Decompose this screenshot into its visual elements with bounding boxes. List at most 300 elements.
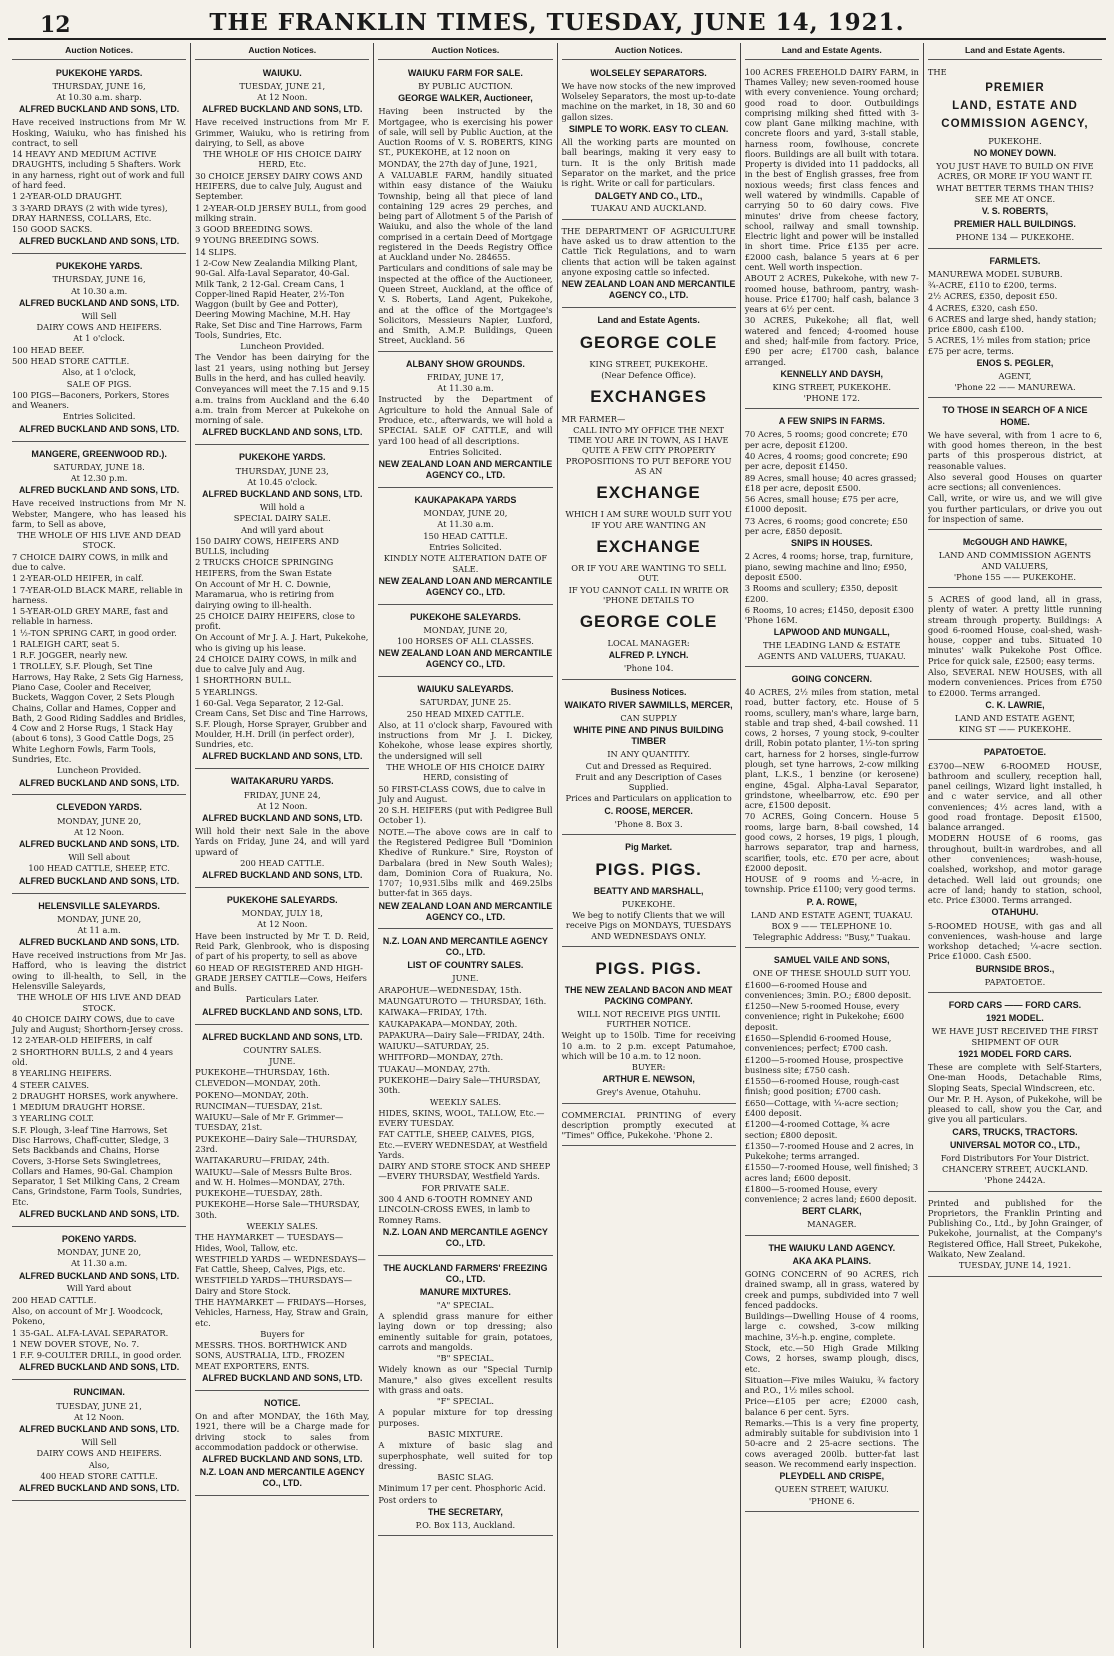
ad-text: 5 ACRES of good land, all in grass, plenty of water. A pretty little running stream through property. Buildings: A good 6-roomed House, coal-shed, wash-house, copper and tubs. Situated 10 minutes' walk Pukekohe Post Office. Price for quick sale, £2500; easy terms. xyxy=(927,594,1103,666)
advertiser-name: C. K. LAWRIE, xyxy=(985,699,1045,710)
ad-text: 4 STEER CALVES. xyxy=(12,1079,90,1090)
ad-text: FRIDAY, JUNE 24, xyxy=(243,789,321,800)
ad-text: 100 HEAD BEEF. xyxy=(12,344,85,355)
ad-text: On Account of Mr J. A. J. Hart, Pukekohe, who is giving up his lease. xyxy=(195,632,369,653)
ad-text: 'Phone 155 —— PUKEKOHE. xyxy=(953,571,1077,582)
ad-text: 2½ ACRES, £350, deposit £50. xyxy=(927,291,1058,302)
ad-text: CALL INTO MY OFFICE THE NEXT TIME YOU ARE IN TOWN, AS I HAVE QUITE A FEW CITY PROPERTY PROPOSITIONS TO PUT BEFORE YOU AS AN xyxy=(565,424,732,476)
advertisement-block xyxy=(562,223,736,308)
ad-heading: PIGS. PIGS. xyxy=(595,859,702,879)
advertiser-name: SAMUEL VAILE AND SONS, xyxy=(773,955,890,966)
ad-text: TUESDAY, JUNE 21, xyxy=(239,80,326,91)
advertisement-block xyxy=(12,257,186,441)
ad-text: Particulars Later. xyxy=(245,994,319,1005)
ad-text: Entries Solicited. xyxy=(429,446,502,457)
ad-text: BASIC MIXTURE. xyxy=(427,1429,504,1440)
ad-text: LAND AND COMMISSION AGENTS AND VALUERS, xyxy=(938,550,1092,571)
column-2 xyxy=(191,43,374,1648)
ad-text: £1550—7-roomed House, well finished; 3 acres land; £600 deposit. xyxy=(744,1162,919,1183)
ad-text: Cut and Dressed as Required. xyxy=(585,760,712,771)
ad-text: 'PHONE 172. xyxy=(803,393,860,403)
ad-text: Weight up to 150lb. Time for receiving 10 a.m. to 2 p.m. except Patumahoe, which will be 10 a.m. to 12 noon. xyxy=(561,1030,736,1061)
column-1 xyxy=(8,43,191,1648)
ad-text: At 10.30 a.m. xyxy=(70,285,128,296)
ad-text: THE HAYMARKET — FRIDAYS—Horses, Vehicles, Harness, Hay, Straw and Grain, etc. xyxy=(195,1296,369,1328)
ad-text: Post orders to xyxy=(378,1494,438,1505)
ad-text: 1 R.F. JOGGER, nearly new. xyxy=(12,650,128,661)
ad-heading: GEORGE COLE xyxy=(579,332,718,352)
ad-text: PAPATOETOE. xyxy=(984,976,1046,987)
advertisement-block xyxy=(928,64,1102,249)
ad-text: MONDAY, JUNE 20, xyxy=(57,913,142,924)
ad-text: 150 DAIRY COWS, HEIFERS AND BULLS, including xyxy=(195,535,339,557)
ad-heading: NO MONEY DOWN. xyxy=(973,147,1057,158)
advertiser-name: ALFRED BUCKLAND AND SONS, LTD. xyxy=(18,1270,180,1281)
ad-text: TUAKAU AND AUCKLAND. xyxy=(590,203,707,214)
ad-text: WHAT BETTER TERMS THAN THIS? xyxy=(936,182,1094,193)
ad-heading: KAUKAPAKAPA YARDS xyxy=(414,494,517,505)
ad-text: THE WHOLE OF HIS LIVE AND DEAD STOCK. xyxy=(17,530,181,551)
ad-text: Grey's Avenue, Otahuhu. xyxy=(596,1087,701,1098)
advertisement-block xyxy=(562,64,736,220)
advertiser-name: THE SECRETARY, xyxy=(428,1507,503,1517)
ad-heading: MANURE MIXTURES. xyxy=(419,1286,511,1297)
ad-text: 'Phone 104. xyxy=(623,663,674,674)
advertiser-name: NEW ZEALAND LOAN AND MERCANTILE AGENCY CO., LTD. xyxy=(378,648,553,670)
ad-text: £1200—5-roomed House, prospective business site; £750 cash. xyxy=(744,1054,904,1075)
ad-text: 60 HEAD OF REGISTERED AND HIGH-GRADE JERSEY CATTLE—Cows, Heifers and Bulls. xyxy=(195,962,367,994)
ad-text: 2 TRUCKS CHOICE SPRINGING HEIFERS, from the Swan Estate xyxy=(195,557,334,578)
ad-text: MESSRS. THOS. BORTHWICK AND SONS, AUSTRALIA, LTD., FROZEN MEAT EXPORTERS, ENTS. xyxy=(195,1340,347,1371)
advertiser-name: THE NEW ZEALAND BACON AND MEAT PACKING COMPANY. xyxy=(564,984,733,1006)
ad-heading: SNIPS IN HOUSES. xyxy=(791,538,873,549)
ad-heading: EXCHANGE xyxy=(596,536,701,556)
advertiser-name: C. ROOSE, MERCER. xyxy=(604,805,693,816)
ad-text: 40 Acres, 4 rooms; good concrete; £90 per acre, deposit £1450. xyxy=(744,451,908,472)
ad-heading: HELENSVILLE SALEYARDS. xyxy=(38,900,160,911)
ad-text: Luncheon Provided. xyxy=(57,765,142,776)
ad-text: POKENO—MONDAY, 20th. xyxy=(195,1089,309,1100)
ad-text: MAUNGATUROTO — THURSDAY, 16th. xyxy=(378,995,547,1006)
ad-text: 100 HEAD CATTLE, SHEEP, ETC. xyxy=(28,863,170,874)
ad-text: And will yard about xyxy=(241,524,324,535)
ad-heading: WAIUKU SALEYARDS. xyxy=(417,684,514,695)
advertisement-block xyxy=(745,951,919,1235)
advertiser-name: ALFRED BUCKLAND AND SONS, LTD. xyxy=(18,423,180,434)
ad-text: Luncheon Provided. xyxy=(240,341,325,352)
advertiser-name: PLEYDELL AND CRISPE, xyxy=(779,1471,885,1482)
ad-text: THURSDAY, JUNE 23, xyxy=(235,465,329,476)
advertiser-name: BERT CLARK, xyxy=(801,1206,862,1217)
ad-heading: PIGS. PIGS. xyxy=(595,958,702,978)
ad-text: At 12 Noon. xyxy=(257,919,308,930)
ad-heading: WAITAKARURU YARDS. xyxy=(230,776,334,787)
ad-text: Our Mr. P. H. Ayson, of Pukekohe, will be pleased to call, show you the Car, and give you all particulars. xyxy=(927,1093,1103,1125)
ad-text: 300 4 AND 6-TOOTH ROMNEY AND LINCOLN-CROSS EWES, in lamb to Romney Rams. xyxy=(378,1194,533,1225)
ad-heading: ALBANY SHOW GROUNDS. xyxy=(406,358,525,369)
ad-text: 1 60-Gal. Vega Separator, 2 12-Gal. Cream Cans, Set Disc and Tine Harrows, S.F. Plough, Horse Sprayer, Grubber and Moulder, H.H. Drill (in perfect order), Sundries, etc. xyxy=(195,698,368,750)
ad-text: AGENT, xyxy=(998,370,1032,381)
newspaper-title: THE FRANKLIN TIMES, TUESDAY, JUNE 14, 1921. xyxy=(209,8,905,36)
ad-text: WHITFORD—MONDAY, 27th. xyxy=(378,1052,504,1063)
ad-text: KAUKAPAKAPA—MONDAY, 20th. xyxy=(378,1018,518,1029)
advertisement-block xyxy=(12,64,186,255)
ad-text: Have received instructions from Mr W. Hosking, Waiuku, who has finished his contract, to sell xyxy=(12,117,187,148)
ad-text: Will Sell xyxy=(81,1436,117,1447)
ad-heading: PUKEKOHE YARDS. xyxy=(238,452,326,463)
ad-heading: PUKEKOHE SALEYARDS. xyxy=(226,895,338,905)
ad-text: PUKEKOHE. xyxy=(621,898,676,909)
ad-text: "F" SPECIAL. xyxy=(436,1396,494,1407)
ad-text: PUKEKOHE—Horse Sale—THURSDAY, 30th. xyxy=(195,1199,360,1220)
ad-text: At 11.30 a.m. xyxy=(437,383,494,394)
ad-text: £1350—7-roomed House and 2 acres, in Pukekohe; terms arranged. xyxy=(744,1140,914,1162)
ad-text: FOR PRIVATE SALE. xyxy=(421,1182,510,1193)
ad-text: At 11 a.m. xyxy=(77,925,121,935)
ad-text: NOTE.—The above cows are in calf to the Registered Pedigree Bull "Dominion Khedive of Runkure." Sire, Royston of Darbalara (bred in New South Wales); dam, Dominion Cora of Ruakura, No. 1707; 10,931.5lbs milk and 469.25lbs butter-fat in 365 days. xyxy=(378,826,553,899)
ad-text: 73 Acres, 6 rooms; good concrete; £50 per acre, £850 deposit. xyxy=(744,515,908,536)
ad-text: TUESDAY, JUNE 14, 1921. xyxy=(958,1260,1071,1271)
ad-text: Have received instructions from Mr Jas. Hafford, who is leaving the district owing to ill-health, to Sell, in the Helensville Saleyards, xyxy=(12,950,187,992)
ad-text: SALE OF PIGS. xyxy=(66,378,132,389)
ad-text: WHICH I AM SURE WOULD SUIT YOU IF YOU ARE WANTING AN xyxy=(565,509,732,530)
ad-text: 1 SHORTHORN BULL. xyxy=(195,675,292,686)
advertisement-block xyxy=(378,1259,552,1537)
advertiser-name: ALFRED BUCKLAND AND SONS, LTD. xyxy=(202,1454,363,1465)
ad-heading: CLEVEDON YARDS. xyxy=(56,802,142,813)
ad-text: At 12 Noon. xyxy=(73,1411,125,1422)
ad-text: 150 GOOD SACKS. xyxy=(12,224,93,235)
ad-text: QUEEN STREET, WAIUKU. xyxy=(774,1484,889,1495)
ad-text: WEEKLY SALES. xyxy=(429,1096,502,1107)
ad-heading: WAIKATO RIVER SAWMILLS, MERCER, xyxy=(564,699,733,710)
ad-heading: WAIUKU. xyxy=(262,67,302,78)
ad-text: Will Yard about xyxy=(66,1283,132,1294)
advertisement-block xyxy=(562,838,736,947)
ad-heading: THE WAIUKU LAND AGENCY. xyxy=(768,1242,896,1253)
ad-text: Buildings—Dwelling House of 4 rooms, large c. cowshed, 3-cow milking machine, 3½-h.p. engine, complete. xyxy=(744,1311,919,1342)
advertiser-name: V. S. ROBERTS, xyxy=(981,206,1049,217)
ad-text: SATURDAY, JUNE 18. xyxy=(53,461,145,472)
advertisement-block xyxy=(195,772,369,888)
ad-text: BUYER: xyxy=(631,1062,666,1073)
ad-text: Also, xyxy=(88,1459,110,1470)
advertisement-block xyxy=(12,897,186,1227)
ad-text: 1 2-YEAR-OLD HEIFER, in calf. xyxy=(12,573,144,584)
advertisement-block xyxy=(928,401,1102,530)
column-container xyxy=(8,43,1106,1648)
ad-text: A VALUABLE FARM, handily situated within easy distance of the Waiuku Township, being all that piece of land containing 129 acres 29 perches, and being part of Allotment 5 of the Parish of Waiuku, and also the whole of the land comprised in a certain Deed of Mortgage registered in the Deeds Registry Office at Auckland under No. 284655. xyxy=(378,169,553,263)
advertisement-block xyxy=(928,1195,1102,1277)
column-5 xyxy=(741,43,924,1648)
ad-text: 1 ½-TON SPRING CART, in good order. xyxy=(12,627,177,638)
advertisement-block xyxy=(378,680,552,929)
advertisement-block xyxy=(928,252,1102,399)
ad-text: 3 YEARLING COLT. xyxy=(12,1113,94,1124)
ad-text: 24 CHOICE DAIRY COWS, in milk and due to calve July and Aug. xyxy=(195,653,357,675)
ad-text: KING STREET, PUKEKOHE. xyxy=(772,381,892,392)
ad-text: Will hold their next Sale in the above Yards on Friday, June 24, and will yard upward of xyxy=(195,825,370,857)
ad-text: 1 RALEIGH CART, seat 5. xyxy=(12,638,120,649)
ad-text: Widely known as our "Special Turnip Manure," also gives excellent results with grass and oats. xyxy=(378,1364,553,1395)
ad-text: SPECIAL DAIRY SALE. xyxy=(233,513,331,524)
advertisement-block xyxy=(928,996,1102,1192)
advertisement-block xyxy=(378,608,552,678)
advertisement-block xyxy=(378,64,552,352)
ad-text: "B" SPECIAL. xyxy=(436,1353,495,1364)
ad-text: 150 HEAD CATTLE. xyxy=(423,530,508,541)
ad-text: PUKEKOHE. xyxy=(988,135,1042,146)
advertisement-block xyxy=(562,683,736,835)
ad-heading: WOLSELEY SEPARATORS. xyxy=(590,67,707,78)
ad-text: Entries Solicited. xyxy=(429,541,502,552)
column-3 xyxy=(374,43,557,1648)
ad-text: DAIRY AND STORE STOCK AND SHEEP—EVERY THURSDAY, Westfield Yards. xyxy=(378,1161,551,1182)
ad-text: MONDAY, JUNE 20, xyxy=(57,1247,142,1257)
ad-text: On and after MONDAY, the 16th May, 1921, there will be a Charge made for driving stock to sales from accommodation paddock or otherwise. xyxy=(195,1411,370,1452)
ad-text: 1 2-YEAR-OLD DRAUGHT. xyxy=(12,191,122,202)
advertisement-block xyxy=(928,591,1102,740)
advertisement-block xyxy=(195,1394,369,1496)
ad-text: PUKEKOHE—Dairy Sale—THURSDAY, 23rd. xyxy=(195,1133,358,1155)
advertisement-block xyxy=(745,670,919,949)
ad-text: At 12 Noon. xyxy=(73,826,125,837)
ad-text: FRIDAY, JUNE 17, xyxy=(427,371,504,382)
ad-heading: PUKEKOHE YARDS. xyxy=(55,261,143,272)
ad-text: GOING CONCERN of 90 ACRES, rich drained swamp, all in grass, watered by creek and pumps, subdivided into 7 well fenced paddocks. xyxy=(744,1268,919,1310)
advertisement-block xyxy=(928,533,1102,588)
ad-text: COMMERCIAL PRINTING of every description promptly executed at "Times" Office, Pukekohe. 'Phone 2. xyxy=(561,1109,736,1141)
ad-text: We have several, with from 1 acre to 6, with good homes thereon, in the best parts of this prosperous district, at reasonable values. xyxy=(927,429,1103,471)
ad-text: IN ANY QUANTITY. xyxy=(607,749,690,760)
ad-text: Also, at 11 o'clock sharp, Favoured with instructions from Mr J. I. Dickey, Kohekohe, whose lease expires shortly, the undersigned will sell xyxy=(378,719,553,761)
ad-text: MONDAY, JUNE 20, xyxy=(57,815,142,826)
ad-text: DAIRY COWS AND HEIFERS. xyxy=(36,322,162,333)
ad-text: 6 Rooms, 10 acres; £1450, deposit £300 'Phone 16M. xyxy=(744,604,914,626)
ad-text: ABOUT 2 ACRES, Pukekohe, with new 7-roomed house, bathroom, pantry, wash-house. Price £1700; half cash, balance 3 years at 6½ per cent. xyxy=(744,273,919,315)
ad-heading: PAPATOETOE. xyxy=(983,747,1047,758)
ad-text: 2 SHORTHORN BULLS, 2 and 4 years old. xyxy=(12,1046,174,1067)
ad-text: THURSDAY, JUNE 16, xyxy=(52,80,146,91)
ad-text: IF YOU CANNOT CALL IN WRITE OR 'PHONE DETAILS TO xyxy=(568,584,729,605)
advertiser-name: N.Z. LOAN AND MERCANTILE AGENCY CO., LTD. xyxy=(382,1226,548,1248)
ad-text: WAITAKARURU—FRIDAY, 24th. xyxy=(195,1155,330,1166)
ad-text: WAIUKU—Sale of Messrs Bulte Bros. and W. H. Holmes—MONDAY, 27th. xyxy=(195,1166,352,1187)
ad-text: £1200—4-roomed Cottage, ¾ acre section; £800 deposit. xyxy=(744,1119,890,1140)
ad-text: PAPAKURA—Dairy Sale—FRIDAY, 24th. xyxy=(378,1029,545,1040)
ad-text: PUKEKOHE—Dairy Sale—THURSDAY, 30th. xyxy=(378,1074,541,1096)
advertisement-block xyxy=(562,950,736,1104)
ad-text: WAIUKU—Sale of Mr F. Grimmer—TUESDAY, 21st. xyxy=(195,1112,344,1133)
advertiser-name: NEW ZEALAND LOAN AND MERCANTILE AGENCY CO., LTD. xyxy=(378,575,553,597)
ad-text: Will Sell xyxy=(81,310,117,321)
ad-text: Also, on account of Mr J. Woodcock, Pokeno, xyxy=(12,1306,164,1327)
advertiser-name: ALFRED BUCKLAND AND SONS, LTD. xyxy=(18,298,180,308)
ad-text: The Vendor has been dairying for the last 21 years, using nothing but Jersey Bulls in the herd, and has culled heavily. xyxy=(195,352,370,384)
ad-text: 'Phone 2442A. xyxy=(984,1175,1046,1186)
ad-text: LAND AND ESTATE AGENT, xyxy=(954,712,1075,723)
advertiser-name: ALFRED BUCKLAND AND SONS, LTD. xyxy=(18,485,180,496)
ad-text: P.O. Box 113, Auckland. xyxy=(415,1519,516,1530)
advertiser-name: ALFRED BUCKLAND AND SONS, LTD. xyxy=(18,104,180,115)
ad-text: HIDES, SKINS, WOOL, TALLOW, Etc.—EVERY TUESDAY. xyxy=(378,1107,545,1129)
ad-text: At 12 Noon. xyxy=(257,800,308,811)
ad-heading: TO THOSE IN SEARCH OF A NICE HOME. xyxy=(942,405,1088,427)
advertiser-name: ALFRED BUCKLAND AND SONS, LTD. xyxy=(18,839,180,850)
ad-heading: WHITE PINE AND PINUS BUILDING TIMBER xyxy=(573,724,724,747)
ad-heading: A FEW SNIPS IN FARMS. xyxy=(778,416,885,427)
ad-text: JUNE. xyxy=(452,973,479,984)
ad-text: MONDAY, JUNE 20, xyxy=(423,508,508,519)
advertiser-name: Land and Estate Agents. xyxy=(597,314,700,325)
ad-text: 5 ACRES, 1½ miles from station; price £75 per acre, terms. xyxy=(927,335,1091,356)
advertiser-name: THE AUCKLAND FARMERS' FREEZING CO., LTD. xyxy=(383,1262,548,1284)
ad-text: MANUREWA MODEL SUBURB. xyxy=(927,268,1063,279)
advertiser-name: ALFRED BUCKLAND AND SONS, LTD. xyxy=(18,777,180,788)
ad-text: THE DEPARTMENT OF AGRICULTURE have asked us to draw attention to the Cattle Tick Regulations, and to warn clients that action will be taken against anyone exposing cattle so infected. xyxy=(561,225,736,277)
advertisement-block xyxy=(12,798,186,893)
ad-heading: RUNCIMAN. xyxy=(73,1387,125,1398)
ad-heading: LAND, ESTATE AND xyxy=(952,100,1078,113)
ad-text: WEEKLY SALES. xyxy=(246,1221,318,1231)
ad-text: CAN SUPPLY xyxy=(620,712,677,723)
advertiser-name: ALFRED BUCKLAND AND SONS, LTD. xyxy=(18,1362,180,1373)
advertisement-block xyxy=(12,1230,186,1381)
advertisement-block xyxy=(12,445,186,796)
advertiser-name: ALFRED BUCKLAND AND SONS, LTD. xyxy=(202,104,363,115)
advertiser-name: Pig Market. xyxy=(625,841,673,852)
ad-text: MONDAY, JUNE 20, xyxy=(423,624,508,635)
ad-text: MR FARMER— xyxy=(561,413,626,424)
advertiser-name: ALFRED BUCKLAND AND SONS, LTD. xyxy=(202,489,363,500)
ad-text: WESTFIELD YARDS — WEDNESDAYS—Fat Cattle, Sheep, Calves, Pigs, etc. xyxy=(195,1253,366,1275)
advertiser-name: ALFRED BUCKLAND AND SONS, LTD. xyxy=(18,875,180,886)
ad-text: £3700—NEW 6-ROOMED HOUSE, bathroom and scullery, reception hall, panel ceilings, Wizard light installed, h and c water service, and all other conveniences; 4½ acres land, with a good road frontage. Deposit £1500, balance arranged. xyxy=(927,760,1103,833)
advertiser-name: BEATTY AND MARSHALL, xyxy=(593,885,704,896)
ad-text: Entries Solicited. xyxy=(62,411,136,422)
ad-text: Will hold a xyxy=(259,501,305,512)
advertiser-name: BURNSIDE BROS., xyxy=(975,963,1055,974)
ad-text: 14 HEAVY AND MEDIUM ACTIVE DRAUGHTS, including 5 Shafters. Work in any harness, right out of work and full of hard feed. xyxy=(12,149,185,190)
ad-text: 'PHONE 6. xyxy=(808,1495,855,1506)
ad-text: Ford Distributors For Your District. xyxy=(940,1152,1090,1163)
ad-heading: GOING CONCERN. xyxy=(791,673,873,684)
ad-text: £650—Cottage, with ¼-acre section; £400 deposit. xyxy=(744,1097,899,1118)
ad-text: Have received instructions from Mr N. Webster, Mangere, who has leased his farm, to Sell as above, xyxy=(12,498,187,529)
ad-text: 30 CHOICE JERSEY DAIRY COWS AND HEIFERS, due to calve July, August and September. xyxy=(195,170,363,202)
ad-text: Fruit and any Description of Cases Supplied. xyxy=(575,771,722,793)
ad-heading: 1921 MODEL. xyxy=(986,1013,1044,1024)
ad-text: TUESDAY, JUNE 21, xyxy=(56,1400,142,1411)
advertiser-name: ALFRED BUCKLAND AND SONS, LTD. xyxy=(202,751,363,762)
ad-heading: POKENO YARDS. xyxy=(61,1233,137,1244)
ad-text: KINDLY NOTE ALTERATION DATE OF SALE. xyxy=(383,553,548,574)
ad-text: 3 3-YARD DRAYS (2 with wide tyres), DRAY HARNESS, COLLARS, Etc. xyxy=(12,202,168,223)
ad-text: YOU JUST HAVE TO BUILD ON FIVE ACRES, OR MORE IF YOU WANT IT. xyxy=(936,161,1094,182)
advertisement-block xyxy=(195,448,369,769)
ad-text: PHONE 134 — PUKEKOHE. xyxy=(955,232,1075,243)
ad-text: These are complete with Self-Starters, One-man Hoods, Detachable Rims, Sloping Seats, Special Windscreen, etc. xyxy=(927,1061,1103,1093)
ad-text: 40 ACRES, 2½ miles from station, metal road, butter factory, etc. House of 5 rooms, scullery, man's whare, large barn, stable and trap shed, 4-bail cowshed. 11 cows, 2 horses, 7 young stock, 9-coulter drill, Robin potato planter, 1½-ton spring cart, harness for 2 horses, single-furrow plough, set tyne harrows, 2-cow milking plant, L.K.S., 1 benzine (or kerosene) engine, 45gal. Alpha-Laval Separator, grindstone, wheelbarrow, etc. £90 per acre, £1500 deposit. xyxy=(744,687,919,811)
advertisement-block xyxy=(745,412,919,667)
advertisement-block xyxy=(195,891,369,1025)
ad-text: LAND AND ESTATE AGENT, TUAKAU. xyxy=(750,909,913,920)
ad-text: KING ST —— PUKEKOHE. xyxy=(958,724,1072,735)
ad-text: Conveyances will meet the 7.15 and 9.15 a.m. trains from Auckland and the 6.40 a.m. train from Mercer at Pukekohe on morning of sale. xyxy=(195,384,370,426)
ad-text: At 12 Noon. xyxy=(257,92,308,103)
ad-text: 56 Acres, small house; £75 per acre, £1000 deposit. xyxy=(744,494,899,515)
ad-text: Will Sell about xyxy=(68,852,130,863)
ad-text: Printed and published for the Proprietors, the Franklin Printing and Publishing Co., Ltd., by John Grainger, of Pukekohe, journalist, at the Company's Registered Office, Hall Street, Pukekohe, Waikato, New Zealand. xyxy=(927,1197,1103,1259)
page-number: 12 xyxy=(40,12,71,38)
ad-text: Instructed by the Department of Agriculture to hold the Annual Sale of Produce, etc., afterwards, we will hold a SPECIAL SALE OF CATTLE, and will yard 100 head of all descriptions. xyxy=(378,394,553,446)
ad-text: 1 NEW DOVER STOVE, No. 7. xyxy=(12,1338,140,1349)
ad-heading: NOTICE. xyxy=(264,1397,301,1408)
ad-text: Prices and Particulars on application to xyxy=(565,793,732,804)
ad-text: 250 HEAD MIXED CATTLE. xyxy=(406,708,525,719)
ad-text: 'Phone 22 —— MANUREWA. xyxy=(954,382,1076,393)
ad-text: 6 ACRES and large shed, handy station; price £800, cash £100. xyxy=(927,313,1097,335)
ad-text: Have been instructed by Mr T. D. Reid, Reid Park, Glenbrook, who is disposing of part of his property, to sell as above xyxy=(195,930,370,962)
ad-text: 5 YEARLINGS. xyxy=(195,686,258,697)
advertisement-block xyxy=(195,64,369,446)
ad-heading: WAIUKU FARM FOR SALE. xyxy=(407,67,523,78)
ad-text: KAIWAKA—FRIDAY, 17th. xyxy=(378,1007,487,1018)
ad-text: CHANCERY STREET, AUCKLAND. xyxy=(942,1163,1088,1174)
ad-text: WILL NOT RECEIVE PIGS UNTIL FURTHER NOTICE. xyxy=(577,1008,720,1030)
ad-text: Stock, etc.—50 High Grade Milking Cows, 2 horses, swamp plough, discs, etc. xyxy=(744,1342,919,1374)
ad-text: WE HAVE JUST RECEIVED THE FIRST SHIPMENT OF OUR xyxy=(931,1026,1099,1047)
ad-text: Also, at 1 o'clock, xyxy=(62,367,137,378)
advertiser-name: ALFRED BUCKLAND AND SONS, LTD. xyxy=(202,1031,363,1042)
ad-text: Also several good Houses on quarter acre sections; all conveniences. xyxy=(927,471,1103,493)
ad-text: 5-ROOMED HOUSE, with gas and all conveniences, wash-house and large workshop detached; ¼-acre section. Price £1000. Cash £500. xyxy=(927,920,1103,962)
ad-text: 7 CHOICE DAIRY COWS, in milk and due to calve. xyxy=(12,551,169,572)
ad-text: ONE OF THESE SHOULD SUIT YOU. xyxy=(752,968,911,979)
advertisement-block xyxy=(562,311,736,680)
advertiser-name: ALFRED BUCKLAND AND SONS, LTD. xyxy=(18,937,180,948)
advertiser-name: ALFRED BUCKLAND AND SONS, LTD. xyxy=(18,1483,180,1494)
advertisement-block xyxy=(195,1028,369,1391)
ad-text: PUKEKOHE—TUESDAY, 28th. xyxy=(195,1188,323,1199)
ad-text: 1 2-Cow New Zealandia Milking Plant, 90-Gal. Alfa-Laval Separator, 40-Gal. Milk Tank, 2 12-Gal. Cream Cans, 1 Copper-lined Rapid Heater, 2½-Ton Waggon (built by Gee and Potter), Deering Mowing Machine, M.H. Hay Rake, Set Disc and Tine Harrows, Farm Tools, Sundries, Etc. xyxy=(195,257,363,340)
advertiser-name: ALFRED BUCKLAND AND SONS, LTD. xyxy=(18,236,180,247)
ad-text: CLEVEDON—MONDAY, 20th. xyxy=(195,1078,321,1089)
advertiser-name: ALFRED P. LYNCH. xyxy=(608,650,689,661)
ad-heading: PUKEKOHE SALEYARDS. xyxy=(410,611,521,622)
ad-text: Situation—Five miles Waiuku, ¾ factory and P.O., 1½ miles school. xyxy=(744,1374,919,1396)
ad-text: 30 ACRES, Pukekohe; all flat, well watered and fenced; 4-roomed house and shed; half-mile from factory. Price, £90 per acre; £1700 cash, balance arranged. xyxy=(744,315,919,367)
ad-text: THE HAYMARKET — TUESDAYS—Hides, Wool, Tallow, etc. xyxy=(195,1232,344,1253)
ad-heading: FORD CARS —— FORD CARS. xyxy=(948,999,1082,1010)
ad-text: 14 SLIPS. xyxy=(195,246,237,257)
ad-text: 'Phone 8. Box 3. xyxy=(614,818,683,829)
column-header: Land and Estate Agents. xyxy=(745,43,919,60)
ad-text: Having been instructed by the Mortgagee, who is exercising his power of sale, will sell by Public Auction, at the Auction Rooms of V. S. ROBERTS, KING ST., PUKEKOHE, at 12 noon on xyxy=(378,106,553,158)
ad-text: Have received instructions from Mr F. Grimmer, Waiuku, who is retiring from dairying, to Sell, as above xyxy=(195,117,370,148)
advertisement-block xyxy=(562,1107,736,1147)
ad-heading: 1921 MODEL FORD CARS. xyxy=(958,1048,1072,1059)
ad-text: At 10.45 o'clock. xyxy=(247,476,318,487)
ad-text: Also, SEVERAL NEW HOUSES, with all modern conveniences. Prices from £750 to £2000. Terms arranged. xyxy=(927,667,1103,698)
ad-heading: FARMLETS. xyxy=(989,255,1041,266)
ad-text: SATURDAY, JUNE 25. xyxy=(419,697,512,708)
advertiser-name: LAPWOOD AND MUNGALL, xyxy=(773,627,890,638)
column-header: Auction Notices. xyxy=(195,43,369,60)
ad-text: LOCAL MANAGER: xyxy=(607,638,690,649)
ad-text: MONDAY, the 27th day of June, 1921, xyxy=(378,158,538,169)
ad-text: FAT CATTLE, SHEEP, CALVES, PIGS, Etc.—EVERY WEDNESDAY, at Westfield Yards. xyxy=(378,1129,548,1160)
